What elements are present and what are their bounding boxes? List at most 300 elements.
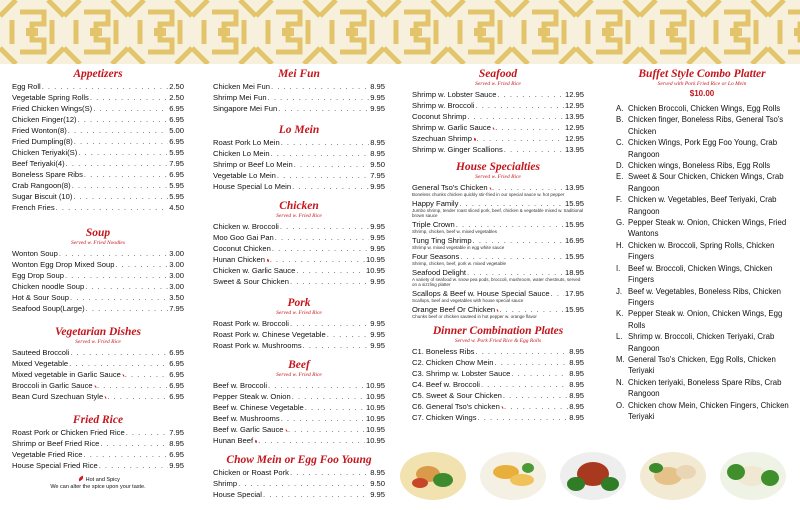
menu-item [213,232,385,243]
leader-dots [238,478,369,489]
item-price: 6.95 [169,370,184,379]
leader-dots [73,191,168,202]
menu-item [213,435,385,446]
leader-dots [107,391,168,402]
leader-dots [475,100,564,111]
combo-text: Beef w. Vegetables, Boneless Ribs, Chicken Fingers [628,286,781,307]
menu-item [412,100,584,111]
item-description: A variety of seafood w. snow pea pods, broccoli, mushroom, water chestnuts, served on a sizzling platter [412,277,581,287]
combo-text: Shrimp w. Broccoli, Chicken Teriyaki, Crab Rangoon [628,332,775,353]
hot-note: Hot and Spicy [85,477,120,483]
item-name: Four Seasons [412,252,460,261]
item-price: 9.95 [370,277,385,286]
item-name: Chicken Finger(12) [12,115,77,124]
menu-item [213,254,385,265]
leader-dots [288,424,365,435]
item-name: C7. Chicken Wings [412,413,477,422]
menu-item [412,368,584,379]
item-price: 10.95 [365,436,385,445]
menu-item [213,92,385,103]
item-price: 8.95 [370,149,385,158]
item-price: 9.95 [370,93,385,102]
combo-letter: M. [616,354,625,364]
leader-dots [56,202,169,213]
item-price: 10.95 [365,255,385,264]
item-name: Beef Teriyaki(4) [12,159,65,168]
item-price: 7.95 [370,171,385,180]
item-price: 10.95 [365,425,385,434]
section-title: Dinner Combination Plates [432,325,564,337]
menu-item [12,281,184,292]
item-price: 6.95 [169,104,184,113]
menu-item [213,424,385,435]
item-description: Jumbo shrimp, tender roast sliced pork, beef, chicken & vegetable mixed w. traditional brown sauce [412,208,584,218]
leader-dots [277,170,369,181]
item-price: 12.95 [564,90,584,99]
menu-item [12,270,184,281]
item-name: Vegetable Lo Mein [213,171,276,180]
item-name: Roast Pork w. Chinese Vegetable [213,330,326,339]
food-photo [558,450,628,502]
combo-item [616,160,792,171]
leader-dots [294,159,369,170]
food-photo-icon [558,450,628,502]
house-specialties-section [412,161,584,319]
section-subtitle: Served w. Fried Rice [276,310,322,316]
food-photo [718,450,788,502]
food-photo-icon [398,450,468,502]
leader-dots [86,303,169,314]
combo-letter: O. [616,400,625,410]
menu-column-3 [412,68,584,429]
combo-item [616,114,792,137]
fried-rice-section [12,414,184,471]
leader-dots [497,89,564,100]
menu-item [12,81,184,92]
item-name: Orange Beef Or Chicken [412,305,496,314]
menu-item [12,169,184,180]
vegetarian-section [12,326,184,402]
soup-section [12,227,184,314]
item-description: Shrimp, chicken, beef w. mixed vegetables [412,229,498,234]
item-description: Shrimp, chicken, beef, pork w. mixed vegetable [412,261,507,266]
menu-item [213,148,385,159]
item-name: Sweet & Sour Chicken [213,277,289,286]
leader-dots [268,380,365,391]
menu-item [213,478,385,489]
menu-item [12,380,184,391]
chow-mein-section [213,454,385,500]
section-subtitle: Served w. Fried Rice [276,372,322,378]
leader-dots [78,147,168,158]
leader-dots [85,281,168,292]
leader-dots [280,221,369,232]
menu-item [213,467,385,478]
leader-dots [272,243,369,254]
menu-item [12,191,184,202]
item-price: 3.50 [169,293,184,302]
leader-dots [292,181,369,192]
item-name: Mixed vegetable in Garlic Sauce [12,370,121,379]
combo-item [616,308,792,331]
section-title: Lo Mein [278,124,320,136]
item-name: Vegetable Spring Rolls [12,93,89,102]
menu-item [213,391,385,402]
leader-dots [478,412,569,423]
item-name: Roast Pork Lo Mein [213,138,280,147]
leader-dots [495,122,564,133]
section-title: Fried Rice [72,414,124,426]
menu-item [12,358,184,369]
item-price: 10.95 [365,414,385,423]
leader-dots [327,329,370,340]
item-price: 13.95 [564,145,584,154]
combo-text: Chicken teriyaki, Boneless Spare Ribs, Crab Rangoon [628,377,782,399]
item-name: Shrimp w. Ginger Scallions [412,145,503,154]
section-subtitle: Served w. Fried Rice [276,213,322,219]
mei-fun-section [213,68,385,114]
combo-letter: H. [616,240,624,250]
item-price: 10.95 [365,403,385,412]
dinner-combo-section [412,325,584,423]
item-name: Mixed Vegetable [12,359,69,368]
combo-text: Pepper Steak w. Onion, Chicken Wings, Egg Rolls [628,309,783,330]
item-name: Shrimp or Beef Fried Rice [12,439,100,448]
item-name: Fried Wonton(8) [12,126,67,135]
chicken-section [213,200,385,287]
combo-letter: L. [616,332,623,342]
beef-section [213,359,385,446]
item-price: 4.50 [169,203,184,212]
section-title: Chow Mein or Egg Foo Young [226,454,372,466]
item-name: House Special [213,490,262,499]
buffet-subtitle: Served with Pork Fried Rice or Lo Mein [657,81,747,87]
menu-item [412,390,584,401]
menu-item [213,318,385,329]
section-title: House Specialties [455,161,540,173]
item-price: 6.95 [169,450,184,459]
item-price: 5.95 [169,192,184,201]
combo-letter: N. [616,377,624,387]
combo-text: Sweet & Sour Chicken, Chicken Wings, Crab Rangoon [628,172,784,193]
alter-note: We can alter the spice upon your taste. [50,484,146,490]
leader-dots [481,379,568,390]
item-name: House Special Fried Rice [12,461,98,470]
item-price: 15.95 [564,252,584,261]
item-name: Shrimp Mei Fun [213,93,267,102]
item-name: Happy Family [412,199,459,208]
menu-item [12,114,184,125]
food-photo [638,450,708,502]
menu-item [213,276,385,287]
item-description: Shrimp w. mixed vegetable in egg white sauce [412,245,505,250]
leader-dots [125,369,169,380]
combo-letter: C. [616,138,624,148]
leader-dots [66,158,169,169]
menu-item [412,133,584,144]
menu-item [412,144,584,155]
item-price: 8.95 [569,358,584,367]
menu-item [213,340,385,351]
menu-item [12,292,184,303]
menu-column-1 [12,68,184,491]
item-price: 8.95 [569,413,584,422]
food-photo-icon [478,450,548,502]
menu-item [213,170,385,181]
item-name: Shrimp w. Lobster Sauce [412,90,497,99]
menu-item [213,103,385,114]
item-price: 9.50 [370,479,385,488]
section-subtitle: Served w. Fried Rice [475,81,521,87]
item-name: General Tso's Chicken [412,183,488,192]
food-photo [398,450,468,502]
leader-dots [74,136,168,147]
menu-item [12,259,184,270]
item-price: 8.95 [569,347,584,356]
item-price: 6.95 [169,115,184,124]
item-name: Moo Goo Gai Pan [213,233,274,242]
item-price: 5.95 [169,181,184,190]
menu-item [12,136,184,147]
item-name: C4. Beef w. Broccoli [412,380,480,389]
item-name: C2. Chicken Chow Mein [412,358,494,367]
item-price: 16.95 [564,236,584,245]
item-name: Wonton Egg Drop Mixed Soup [12,260,115,269]
item-price: 18.95 [564,268,584,277]
combo-letter: J. [616,286,623,296]
item-name: Szechuan Shrimp [412,134,472,143]
combo-item [616,103,792,114]
leader-dots [477,133,564,144]
leader-dots [281,413,365,424]
combo-text: Chicken Broccoli, Chicken Wings, Egg Rolls [628,104,781,113]
item-name: Beef w. Mushrooms [213,414,280,423]
menu-item [213,380,385,391]
item-name: Beef w. Broccoli [213,381,268,390]
item-description: Boneless chunks chicken quickly stir-fried in our special sauce w. hot pepper [412,192,565,197]
item-name: Scallops & Beef w. House Special Sauce [412,289,550,298]
leader-dots [84,449,169,460]
section-title: Appetizers [73,68,123,80]
menu-item [12,369,184,380]
leader-dots [281,137,370,148]
item-name: House Special Lo Mein [213,182,292,191]
item-name: Chicken Mei Fun [213,82,270,91]
buffet-price: $10.00 [689,89,715,98]
spicy-legend [12,477,184,484]
leader-dots [90,92,168,103]
key-pattern-icon [0,0,800,64]
leader-dots [268,92,370,103]
item-name: Fried Dumpling(8) [12,137,73,146]
item-price: 3.00 [169,271,184,280]
item-price: 3.00 [169,260,184,269]
leader-dots [278,103,369,114]
combo-item [616,377,792,400]
item-name: Crab Rangoon(8) [12,181,71,190]
item-name: Chicken w. Garlic Sauce [213,266,296,275]
item-name: Pepper Steak w. Onion [213,392,291,401]
combo-letter: B. [616,115,624,125]
item-price: 9.95 [370,222,385,231]
menu-item [213,413,385,424]
menu-item [12,427,184,438]
item-price: 15.95 [564,305,584,314]
leader-dots [70,347,168,358]
menu-item [12,125,184,136]
menu-item [12,248,184,259]
menu-item [12,103,184,114]
item-name: Broccoli in Garlic Sauce [12,381,93,390]
menu-item [213,489,385,500]
item-price: 2.50 [169,93,184,102]
food-photo-icon [638,450,708,502]
section-title: Pork [287,297,311,309]
leader-dots [78,114,169,125]
combo-text: Chicken w. Broccoli, Spring Rolls, Chicken Fingers [628,240,775,262]
section-subtitle: Served w. Fried Rice [475,174,521,180]
menu-item [412,412,584,423]
leader-dots [69,358,168,369]
item-price: 17.95 [564,289,584,298]
item-name: Boneless Spare Ribs [12,170,83,179]
leader-dots [258,435,365,446]
item-price: 8.95 [169,439,184,448]
leader-dots [126,427,169,438]
combo-text: Chicken chow Mein, Chicken Fingers, Chicken Teriyaki [628,400,789,421]
combo-letter: G. [616,218,625,228]
combo-item [616,400,792,423]
item-name: Chicken Lo Mein [213,149,270,158]
leader-dots [292,391,365,402]
item-price: 9.95 [370,341,385,350]
section-title: Soup [85,227,111,239]
menu-column-4 [612,68,792,422]
leader-dots [467,111,564,122]
menu-item [412,379,584,390]
lo-mein-section [213,124,385,192]
menu-item [12,347,184,358]
item-name: Egg Roll [12,82,41,91]
combo-item [616,263,792,286]
combo-item [616,354,792,377]
combo-list [612,103,792,422]
item-name: Wonton Soup [12,249,58,258]
leader-dots [551,288,564,299]
item-name: Sugar Biscuit (10) [12,192,73,201]
item-name: French Fries [12,203,55,212]
pork-section [213,297,385,351]
item-price: 3.00 [169,282,184,291]
item-price: 10.95 [365,266,385,275]
section-title: Vegetarian Dishes [55,326,141,338]
section-subtitle: Served w. Fried Rice [75,339,121,345]
leader-dots [271,81,369,92]
leader-dots [100,438,168,449]
item-price: 6.95 [169,137,184,146]
section-title: Beef [288,359,310,371]
item-name: Shrimp or Beef Lo Mein [213,160,293,169]
item-price: 8.95 [569,369,584,378]
section-subtitle: Served w. Pork Fried Rice & Egg Rolls [454,338,542,344]
item-price: 9.95 [370,182,385,191]
decorative-banner [0,0,800,64]
leader-dots [270,254,365,265]
leader-dots [305,402,365,413]
section-title: Seafood [478,68,518,80]
section-subtitle: Served w. Fried Noodles [71,240,125,246]
menu-item [12,438,184,449]
item-price: 7.95 [169,428,184,437]
item-price: 8.95 [569,380,584,389]
combo-letter: K. [616,309,624,319]
menu-item [412,357,584,368]
leader-dots [68,125,168,136]
leader-dots [275,232,369,243]
menu-column-2 [213,68,385,506]
combo-letter: E. [616,172,624,182]
item-price: 12.95 [564,101,584,110]
item-name: Singapore Mei Fun [213,104,278,113]
item-name: Roast Pork w. Mushrooms [213,341,302,350]
item-price: 9.95 [370,244,385,253]
leader-dots [115,259,168,270]
leader-dots [503,390,568,401]
menu-item [12,202,184,213]
item-price: 13.95 [564,112,584,121]
menu-item [213,329,385,340]
menu-item [12,158,184,169]
item-price: 6.95 [169,359,184,368]
combo-text: Chicken w. Vegetables, Beef Teriyaki, Crab Rangoon [628,195,777,216]
item-name: Beef w. Chinese Vegetable [213,403,304,412]
item-price: 8.95 [370,138,385,147]
item-price: 15.95 [564,199,584,208]
item-name: Egg Drop Soup [12,271,64,280]
combo-text: Chicken Wings, Pork Egg Foo Young, Crab Rangoon [628,138,778,159]
leader-dots [511,368,568,379]
menu-item [412,401,584,412]
combo-letter: F. [616,195,623,205]
item-price: 6.95 [169,381,184,390]
item-name: Chicken Teriyaki(S) [12,148,78,157]
item-name: Vegetable Fried Rice [12,450,83,459]
combo-letter: D. [616,161,624,171]
menu-item [213,181,385,192]
item-name: Chicken or Roast Pork [213,468,289,477]
item-price: 10.95 [365,392,385,401]
item-price: 8.95 [569,402,584,411]
menu-item [12,180,184,191]
combo-item [616,194,792,217]
item-name: Hunan Beef [213,436,254,445]
item-name: Roast Pork or Chicken Fried Rice [12,428,125,437]
leader-dots [72,180,169,191]
menu-item [12,460,184,471]
combo-text: Chicken finger, Boneless Ribs, General Tso's Chicken [628,115,784,136]
food-photo-icon [718,450,788,502]
item-name: Shrimp w. Garlic Sauce [412,123,491,132]
combo-text: General Tso's Chicken, Egg Rolls, Chicken Teriyaki [628,354,776,376]
section-title: Mei Fun [278,68,320,80]
item-price: 8.95 [370,468,385,477]
combo-letter: A. [616,104,624,113]
leader-dots [97,380,168,391]
item-price: 7.95 [169,304,184,313]
item-price: 15.95 [564,220,584,229]
menu-item [412,346,584,357]
leader-dots [65,270,168,281]
